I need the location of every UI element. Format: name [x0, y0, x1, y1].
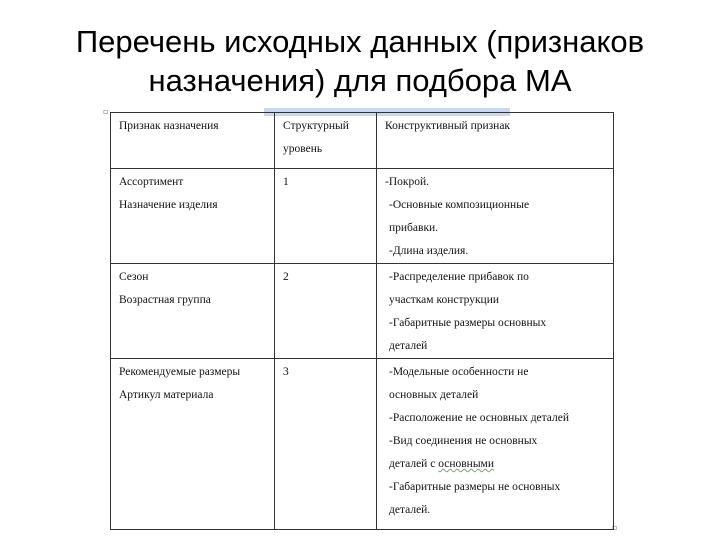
constructive-text: -Расположение не основных деталей: [389, 412, 570, 424]
feature-text: Сезон: [119, 271, 149, 283]
feature-cell: [111, 264, 275, 359]
feature-text: Артикул материала: [119, 389, 214, 401]
spellcheck-underlined-word: основными: [438, 458, 494, 470]
feature-text: Рекомендуемые размеры: [119, 366, 241, 378]
constructive-text: прибавки.: [389, 222, 439, 234]
level-cell: 2: [275, 264, 377, 359]
constructive-text: -Габаритные размеры не основных: [389, 481, 561, 493]
constructive-text: -Распределение прибавок по: [389, 271, 529, 283]
specs-table: [110, 112, 614, 530]
constructive-cell: [377, 169, 614, 264]
constructive-cell: [377, 359, 614, 530]
feature-cell: [111, 169, 275, 264]
feature-cell: [111, 359, 275, 530]
specs-table-container: [110, 112, 613, 525]
constructive-cell: [377, 264, 614, 359]
constructive-text: -Длина изделия.: [389, 245, 469, 257]
constructive-text: -Габаритные размеры основных: [389, 317, 547, 329]
constructive-text: участкам конструкции: [389, 294, 500, 306]
header-cell-feature: Признак назначения: [111, 113, 275, 169]
slide-title: [20, 22, 700, 100]
paragraph-mark-icon: ▫: [103, 107, 109, 116]
constructive-text: деталей с: [389, 458, 439, 470]
constructive-text-composite: [385, 453, 607, 476]
level-cell: 3: [275, 359, 377, 530]
header-cell-level: Структурный уровень: [275, 113, 377, 169]
table-row: [111, 169, 614, 264]
feature-text: Возрастная группа: [119, 294, 211, 306]
title-line-2: назначения) для подбора МА: [148, 63, 572, 98]
constructive-text: основных деталей: [389, 389, 479, 401]
constructive-text: -Вид соединения не основных: [389, 435, 538, 447]
constructive-text: деталей.: [389, 504, 431, 516]
constructive-text: -Покрой.: [385, 176, 430, 188]
constructive-text: -Модельные особенности не: [389, 366, 529, 378]
constructive-text: -Основные композиционные: [389, 199, 530, 211]
feature-text: Назначение изделия: [119, 199, 218, 211]
table-row: [111, 359, 614, 530]
cell-end-mark-icon: ▫: [612, 523, 618, 532]
header-cell-constructive: Конструктивный признак: [377, 113, 614, 169]
table-row: [111, 264, 614, 359]
feature-text: Ассортимент: [119, 176, 184, 188]
title-line-1: Перечень исходных данных (признаков: [75, 24, 645, 59]
table-header-row: [111, 113, 614, 169]
constructive-text: деталей: [389, 340, 428, 352]
level-cell: 1: [275, 169, 377, 264]
